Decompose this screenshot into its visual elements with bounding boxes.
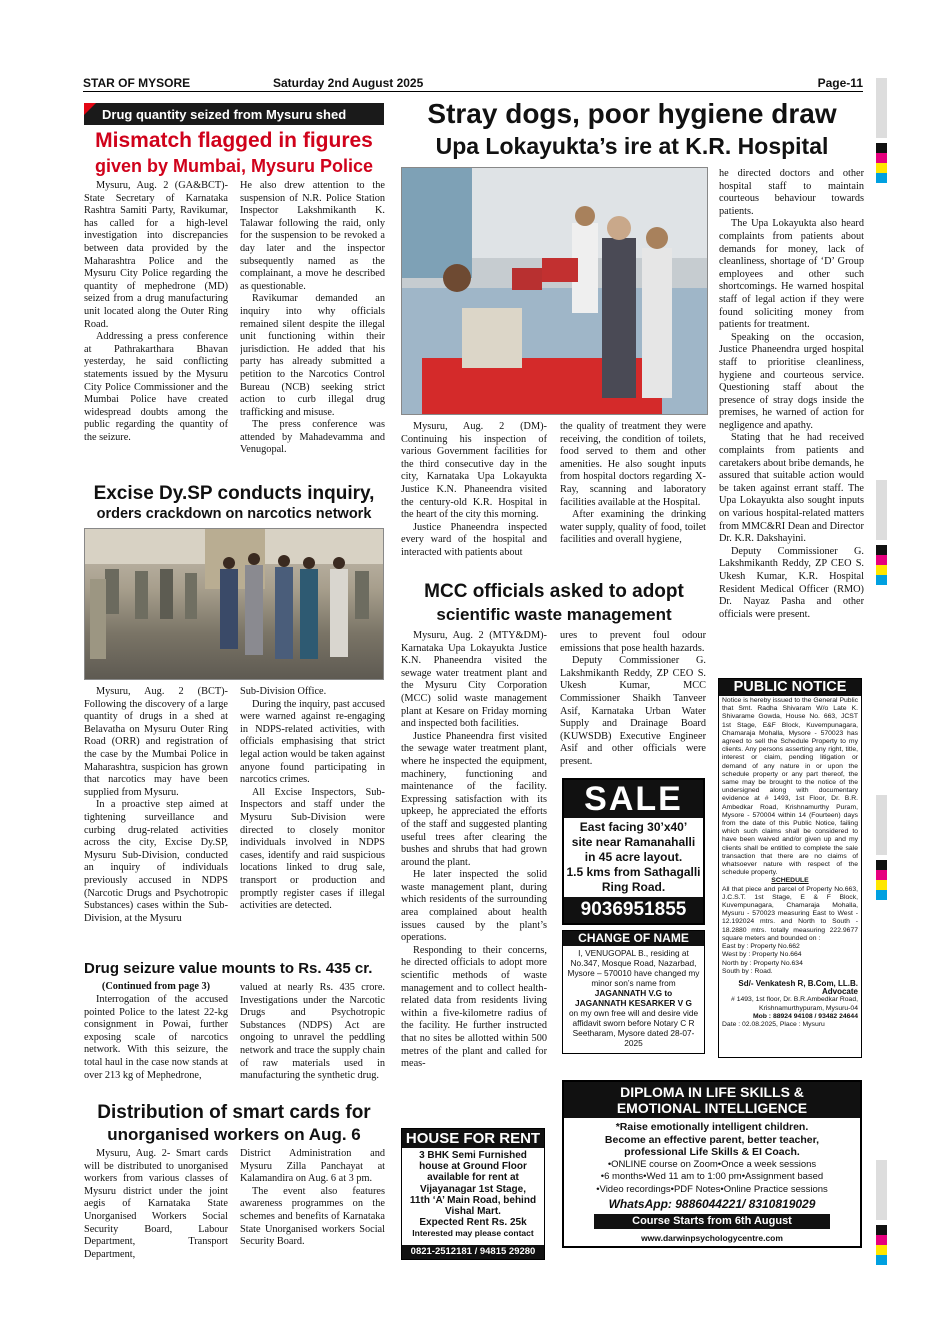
register-magenta (876, 1235, 887, 1245)
register-cyan (876, 575, 887, 585)
story2-col2 (240, 686, 385, 952)
register-yellow (876, 163, 887, 173)
house-rent-phone: 0821-2512181 / 94815 29280 (402, 1245, 544, 1259)
continued-note: (Continued from page 3) (101, 981, 211, 992)
photo-scene (85, 529, 384, 680)
masthead (83, 74, 863, 92)
story6-col2 (560, 630, 706, 780)
story2-subhead: orders crackdown on narcotics network (96, 506, 372, 522)
story1-headline: Mismatch flagged in figures (95, 129, 373, 152)
story5-col2 (560, 421, 706, 571)
diploma-title: DIPLOMA IN LIFE SKILLS & EMOTIONAL INTELLIGENCE (564, 1082, 860, 1118)
paragraph: Mysuru, Aug. 2 (MTY&DM)- Karnataka Upa Lokayukta Justice K.N. Phaneendra visited the sewage water treatment plant and the Mysuru City Corporation (MCC) solid waste management plant at Kesare on Friday morning and inspected both facilities. (401, 630, 547, 730)
paragraph: Addressing a press conference at Pathrakarthara Bhavan yesterday, he said conflicting statements issued by the Mysuru City Police Commissioner and the Mumbai Police have created widespread doubts among the public regarding the quantity of the seizure. (84, 331, 228, 443)
paragraph: Mysuru, Aug. 2 (DM)- Continuing his inspection of various Government facilities for the third consecutive day in the city, Karnataka Upa Lokayukta Justice K.N. Phaneendra visited the century-old K.R. Hospital in the heart of the city this morning. (401, 421, 547, 521)
story5-headline: Stray dogs, poor hygiene draw (427, 98, 837, 129)
house-rent-body: 3 BHK Semi Furnished house at Ground Floor available for rent at Vijayanagar 1st Stage, 11th ‘A’ Main Road, behind Vishal Mart. Expected Rent Rs. 25k Interested may please contact (409, 1150, 537, 1239)
story2-headline: Excise Dy.SP conducts inquiry, (93, 483, 375, 504)
public-notice-ad (718, 678, 862, 1058)
story6-col1 (401, 630, 547, 1120)
diploma-ad (562, 1080, 862, 1248)
register-yellow (876, 565, 887, 575)
paragraph: All Excise Inspectors, Sub-Inspectors and staff under the Mysuru Sub-Division were directed to closely monitor individuals involved in NDPS cases, identify and raid suspicious locations linked to drug sale, transport or production and promptly register cases if illegal activities are detected. (240, 786, 385, 912)
paragraph: In a proactive step aimed at tightening surveillance and curbing drug-related activities across the city, Excise Dy.SP, Mysuru Sub-Division, conducted an inquiry of individuals previously accused in NDPS (Narcotic Drugs and Psychotropic Substances) cases within the Sub-Division, at the Mysuru (84, 799, 228, 924)
paragraph: Justice Phaneendra first visited the sewage water treatment plant, where he inspected the equipment, machinery, functioning and maintenance of the facility. Expressing satisfaction with its upkeep, he appreciated the efforts of the staff and suggested planting useful trees after clearing the bushes and shrubs that had grown around the plant. (401, 730, 547, 868)
diploma-start-date: Course Starts from 6th August (594, 1214, 830, 1229)
story4-headline: Distribution of smart cards for (97, 1102, 371, 1123)
register-black (876, 545, 887, 555)
register-yellow (876, 1245, 887, 1255)
story6-headline: MCC officials asked to adopt (424, 581, 684, 602)
sale-ad-title: SALE (564, 780, 703, 818)
story3-col2: valued at nearly Rs. 435 crore. Investigations under the Narcotic Drugs and Psychotropic Substances (NDPS) Act are ongoing to unravel the peddling network and trace the supply chain of raw materials used in manufacturing the synthetic drug. (240, 982, 385, 1082)
paragraph: ures to prevent foul odour emissions that pose health hazards. (560, 630, 706, 654)
register-cyan (876, 173, 887, 183)
paragraph: He later inspected the solid waste management plant, during which residents of the surrounding area complained about health issues caused by the plant’s operations. (401, 869, 547, 944)
register-black (876, 1225, 887, 1235)
paragraph: Responding to their concerns, he directed officials to adopt more scientific methods of waste management and to collect health-related data from residents living within a five-kilometre radius of the facility. He further instructed that no sites be allotted within 500 metres of the plant and called for meas- (401, 944, 547, 1070)
margin-strip (876, 78, 887, 138)
story4-subhead: unorganised workers on Aug. 6 (107, 1125, 361, 1144)
diploma-website: www.darwinpsychologycentre.com (641, 1232, 783, 1243)
margin-strip (876, 1160, 887, 1220)
paragraph: The event also features awareness programmes on the schemes and benefits of Karnataka State Unorganised workers Social Security Board. (240, 1185, 385, 1248)
story3-col1: Interrogation of the accused pointed Police to the latest 22-kg consignment in Powai, further exposing scale of narcotics network. With this seizure, the total haul in the case now stands at over 213 kg of Mephedrone, (84, 994, 228, 1081)
story5-col1 (401, 421, 547, 571)
public-notice-body: Notice is hereby issued to the General Public that Smt. Radha Shivaram W/o Late K. Shivarame Gowda, House No. 663, JCST 1st Stage, E&F Block, Kuvempunagara, Chamaraja Mohalla, Mysore - 570023 has agreed to sell the Schedule Property to my clients. Any persons asserting any right, title, interest or claim, pending litigation or demand of any nature in or upon the schedule property or any part thereof, the same may be brought to the notice of the undersigned along with documentary evidence at # 1493, 1st Floor, Dr. B.R. Ambedkar Road, Krishnamurthy Puram, Mysore - 570004 within 14 (Fourteen) days from the date of this Public Notice, failing which such claims shall be considered to have been waived and/or given up and my clients shall be entitled to complete the sale transaction that there are no claims of whatsoever nature with respect of the schedule property. SCHEDULE All that piece and parcel of Property No.663, J.C.S.T. 1st Stage, E & F Block, Kuvempunagara, Chamaraja Mohalla, Mysuru - 570023 measuring East to West - 12.192024 mtrs. and North to South - 18.2880 mtrs. totally measuring 222.9677 square meters and bounded on : East by : Property No.662 West by : Property No.664 North by : Property No.634 South by : Road. Sd/- Venkatesh R, B.Com, LL.B. Advocate # 1493, 1st floor, Dr. B.R.Ambedkar Road, Krishnamurthypuram, Mysuru-04 Mob : 88924 94108 / 93482 24644 Date : 02.08.2025, Place : Mysuru (722, 697, 858, 1028)
story4-col2 (240, 1148, 385, 1263)
paragraph: During the inquiry, past accused were warned against re-engaging in NDPS-related activities, with officials emphasising that strict legal action would be taken against anyone found participating in narcotics crimes. (240, 698, 385, 786)
paragraph: Sub-Division Office. (240, 686, 327, 697)
paragraph: The Upa Lokayukta also heard complaints from patients about demands for money, lack of cleanliness, shortage of ‘D’ Group employees and other such shortcomings. He warned hospital staff of legal action if they were found soliciting money from patients for treatment. (719, 218, 864, 331)
margin-strip (876, 480, 887, 540)
register-black (876, 143, 887, 153)
paper-name: STAR OF MYSORE (83, 76, 191, 90)
story1-col2 (240, 180, 385, 475)
paragraph: Mysuru, Aug. 2 (GA&BCT)- State Secretary of Karnataka Rashtra Samiti Party, Ravikumar, has called for a high-level investigation into discrepancies between data provided by the Maharashtra Police and the Mysuru City Police regarding the quantity of mephedrone (MD) seized from a drug manufacturing unit located along the Outer Ring Road. (84, 180, 228, 330)
paragraph: Stating that he had received complaints from patients and caretakers about bribe demands, he assured that suitable action would be taken against errant staff. The Upa Lokayukta also sought inputs on various hospital-related matters from MMC&RI Dean and Director Dr. K.R. Dakshayini. (719, 432, 864, 545)
paragraph: he directed doctors and other hospital staff to maintain courteous behaviour towards patients. (719, 168, 864, 217)
issue-date: Saturday 2nd August 2025 (273, 76, 424, 90)
paragraph: Justice Phaneendra inspected every ward of the hospital and interacted with patients about (401, 521, 547, 558)
story3-headline: Drug seizure value mounts to Rs. 435 cr. (84, 960, 373, 977)
register-black (876, 860, 887, 870)
paragraph: After examining the drinking water supply, quality of food, toilet facilities and overall hygiene, (560, 509, 706, 546)
story1-col1 (84, 180, 228, 475)
paragraph: Deputy Commissioner G. Lakshmikanth Reddy, ZP CEO S. Ukesh Kumar, K.R. Hospital Resident Medical Officer (RMO) Dr. Nayaz Pasha and other officials were present. (719, 545, 864, 620)
story2-col1 (84, 686, 228, 952)
register-magenta (876, 555, 887, 565)
paragraph: Speaking on the occasion, Justice Phaneendra urged hospital staff to prioritise cleanliness, hygiene and courteous service. Questioning staff about the presence of stray dogs inside the premises, he warned of action for negligence and apathy. (719, 331, 864, 431)
change-of-name-title: CHANGE OF NAME (563, 931, 704, 946)
kicker-bar (84, 103, 384, 125)
story4-col1: Mysuru, Aug. 2- Smart cards will be distributed to unorganised workers from various classes of Mysuru district under the joint aegis of Karnataka State Unorganised Workers Social Security Board, Labour Department, Transport Department, (84, 1148, 228, 1260)
register-cyan (876, 890, 887, 900)
paragraph: the quality of treatment they were receiving, the condition of toilets, food served to them and other amenities. He also sought inputs from hospital doctors regarding X-Ray, scanning and laboratory facilities available at the Hospital. (560, 421, 706, 508)
kicker-triangle (84, 103, 96, 115)
sale-ad-body: East facing 30’x40’ site near Ramanahalli in 45 acre layout. 1.5 kms from Sathagalli Ring Road. (566, 820, 701, 894)
story1-subhead: given by Mumbai, Mysuru Police (94, 156, 374, 176)
register-yellow (876, 880, 887, 890)
register-cyan (876, 1255, 887, 1265)
photo-scene (402, 168, 708, 415)
hospital-inspection-photo (401, 167, 708, 415)
paragraph: Mysuru, Aug. 2 (BCT)- Following the discovery of a large quantity of drugs in a shed at Belavatha on Mysuru Outer Ring Road (ORR) and registration of the case by the Mumbai Police in Maharashtra, suspicion has grown that narcotics may have been supplied from Mysuru. (84, 686, 228, 798)
paragraph: The press conference was attended by Mahadevamma and Venugopal. (240, 419, 385, 456)
register-magenta (876, 870, 887, 880)
diploma-whatsapp: WhatsApp: 9886044221/ 8310819029 (608, 1197, 816, 1211)
story5-col3 (719, 168, 864, 673)
sale-ad (562, 778, 705, 925)
sale-ad-phone: 9036951855 (564, 897, 703, 923)
register-magenta (876, 153, 887, 163)
paragraph: Ravikumar demanded an inquiry into why officials remained silent despite the illegal unit functioning within their jurisdiction. He added that his party has already submitted a petition to the Narcotics Control Bureau (NCB) seeking strict action to curb illegal drug trafficking and misuse. (240, 293, 385, 418)
house-rent-title: HOUSE FOR RENT (402, 1129, 544, 1148)
diploma-body: *Raise emotionally intelligent children. Become an effective parent, better teacher, professional Life Skills & EI Coach. •ONLINE course on Zoom•Once a week sessions •6 months•Wed 11 am to 1:00 pm•Assignment based •Video recordings•PDF Notes•Online Practice sessions WhatsApp: 9886044221/ 8310819029 (564, 1121, 860, 1211)
kicker-text: Drug quantity seized from Mysuru shed (102, 107, 347, 122)
paragraph: He also drew attention to the suspension of N.R. Police Station Inspector Lakshmikanth K. Talawar following the raid, only for the suspension to be revoked a day later and the inspector subsequently named as the complainant, a move he described as questionable. (240, 180, 385, 292)
public-notice-title: PUBLIC NOTICE (719, 679, 861, 696)
change-of-name-body: I, VENUGOPAL B., residing at No.347, Mosque Road, Nazarbad, Mysore – 570010 have changed my minor son’s name from JAGANNATH V.G to JAGANNATH KESARKER V G on my own free will and desire vide affidavit sworn before Notary C R Seetharam, Mysore dated 28-07-2025 (567, 948, 700, 1048)
page-number: Page-11 (817, 76, 863, 90)
margin-strip (876, 795, 887, 855)
story6-subhead: scientific waste management (436, 605, 672, 624)
house-rent-ad (401, 1128, 545, 1260)
story5-subhead: Upa Lokayukta’s ire at K.R. Hospital (435, 133, 829, 159)
change-of-name-ad (562, 930, 705, 1054)
excise-inquiry-photo (84, 528, 384, 680)
paragraph: District Administration and Mysuru Zilla Panchayat at Kalamandira on Aug. 6 at 3 pm. (240, 1148, 385, 1185)
paragraph: Deputy Commissioner G. Lakshmikanth Reddy, ZP CEO S. Ukesh Kumar, MCC Commissioner Shaikh Tanveer Asif, Karnataka Urban Water Supply and Drainage Board (KUWSDB) Executive Engineer Asif and other officials were present. (560, 655, 706, 767)
